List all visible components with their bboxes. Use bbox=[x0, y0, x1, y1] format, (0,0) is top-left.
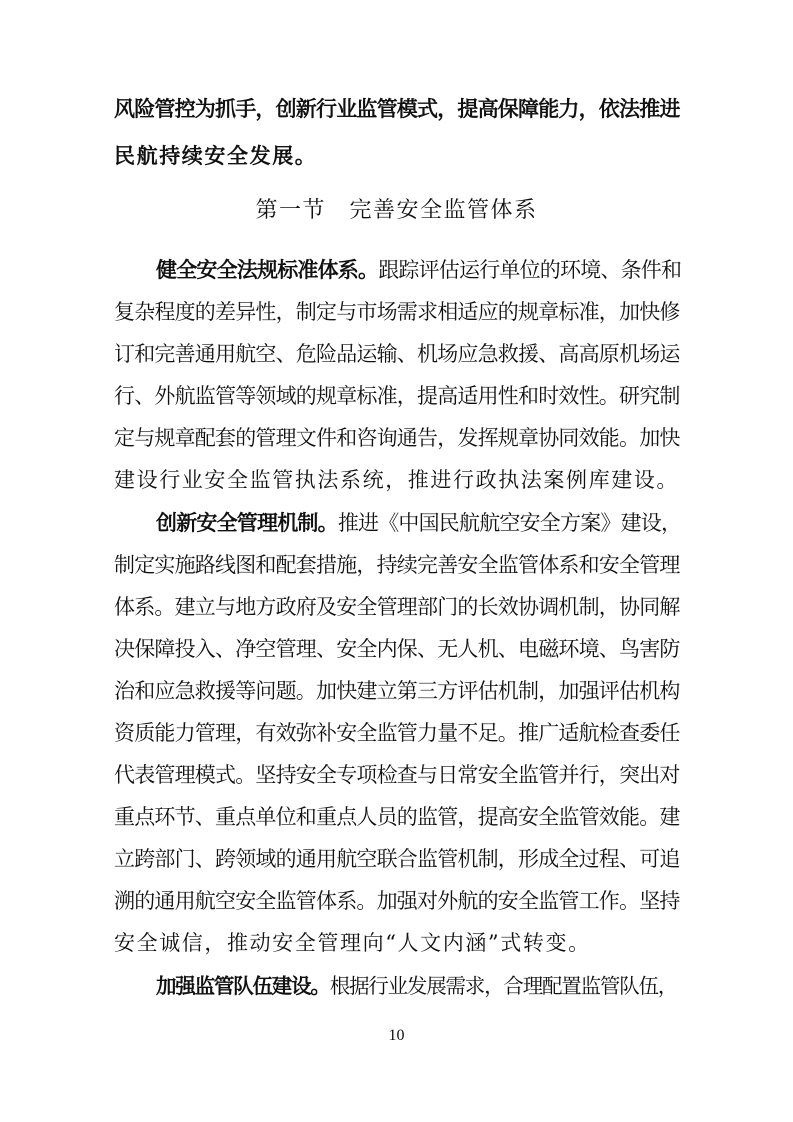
paragraph-1-line-4: 行、外航监管等领域的规章标准，提高适用性和时效性。研究制 bbox=[114, 384, 680, 408]
paragraph-3-line-1 bbox=[156, 971, 677, 1001]
section-title: 第一节 完善安全监管体系 bbox=[255, 198, 538, 223]
paragraph-2-line-1 bbox=[156, 508, 681, 538]
paragraph-1-line-5: 定与规章配套的管理文件和咨询通告，发挥规章协同效能。加快 bbox=[114, 426, 680, 450]
intro-line-1: 风险管控为抓手，创新行业监管模式，提高保障能力，依法推进 bbox=[114, 97, 680, 121]
paragraph-1-line-1 bbox=[156, 255, 681, 285]
paragraph-2-line-3: 体系。建立与地方政府及安全管理部门的长效协调机制，协同解 bbox=[114, 595, 680, 619]
paragraph-1-text: 跟踪评估运行单位的环境、条件和 bbox=[378, 258, 682, 282]
paragraph-1-lead: 健全安全法规标准体系。 bbox=[156, 258, 379, 282]
paragraph-1-line-2: 复杂程度的差异性，制定与市场需求相适应的规章标准，加快修 bbox=[114, 300, 680, 324]
paragraph-2-text: 推进《中国民航航空安全方案》建设， bbox=[337, 511, 682, 535]
paragraph-2-line-10: 溯的通用航空安全监管体系。加强对外航的安全监管工作。坚持 bbox=[114, 889, 680, 913]
paragraph-3-lead: 加强监管队伍建设。 bbox=[156, 974, 330, 998]
paragraph-2-line-5: 治和应急救援等问题。加快建立第三方评估机制，加强评估机构 bbox=[114, 679, 680, 703]
paragraph-2-line-6: 资质能力管理，有效弥补安全监管力量不足。推广适航检查委任 bbox=[114, 721, 680, 745]
paragraph-2-line-11: 安全诚信，推动安全管理向“人文内涵”式转变。 bbox=[114, 931, 591, 955]
paragraph-2-lead: 创新安全管理机制。 bbox=[156, 511, 338, 535]
paragraph-1-line-6: 建设行业安全监管执法系统，推进行政执法案例库建设。 bbox=[114, 468, 679, 492]
intro-line-2: 民航持续安全发展。 bbox=[114, 144, 318, 168]
paragraph-3-text: 根据行业发展需求，合理配置监管队伍， bbox=[329, 974, 678, 998]
paragraph-1-line-3: 订和完善通用航空、危险品运输、机场应急救援、高高原机场运 bbox=[114, 342, 680, 366]
paragraph-2-line-9: 立跨部门、跨领域的通用航空联合监管机制，形成全过程、可追 bbox=[114, 847, 680, 871]
paragraph-2-line-4: 决保障投入、净空管理、安全内保、无人机、电磁环境、鸟害防 bbox=[114, 637, 680, 661]
page-number: 10 bbox=[388, 1027, 405, 1044]
paragraph-2-line-7: 代表管理模式。坚持安全专项检查与日常安全监管并行，突出对 bbox=[114, 763, 680, 787]
paragraph-2-line-8: 重点环节、重点单位和重点人员的监管，提高安全监管效能。建 bbox=[114, 805, 680, 829]
paragraph-2-line-2: 制定实施路线图和配套措施，持续完善安全监管体系和安全管理 bbox=[114, 553, 680, 577]
